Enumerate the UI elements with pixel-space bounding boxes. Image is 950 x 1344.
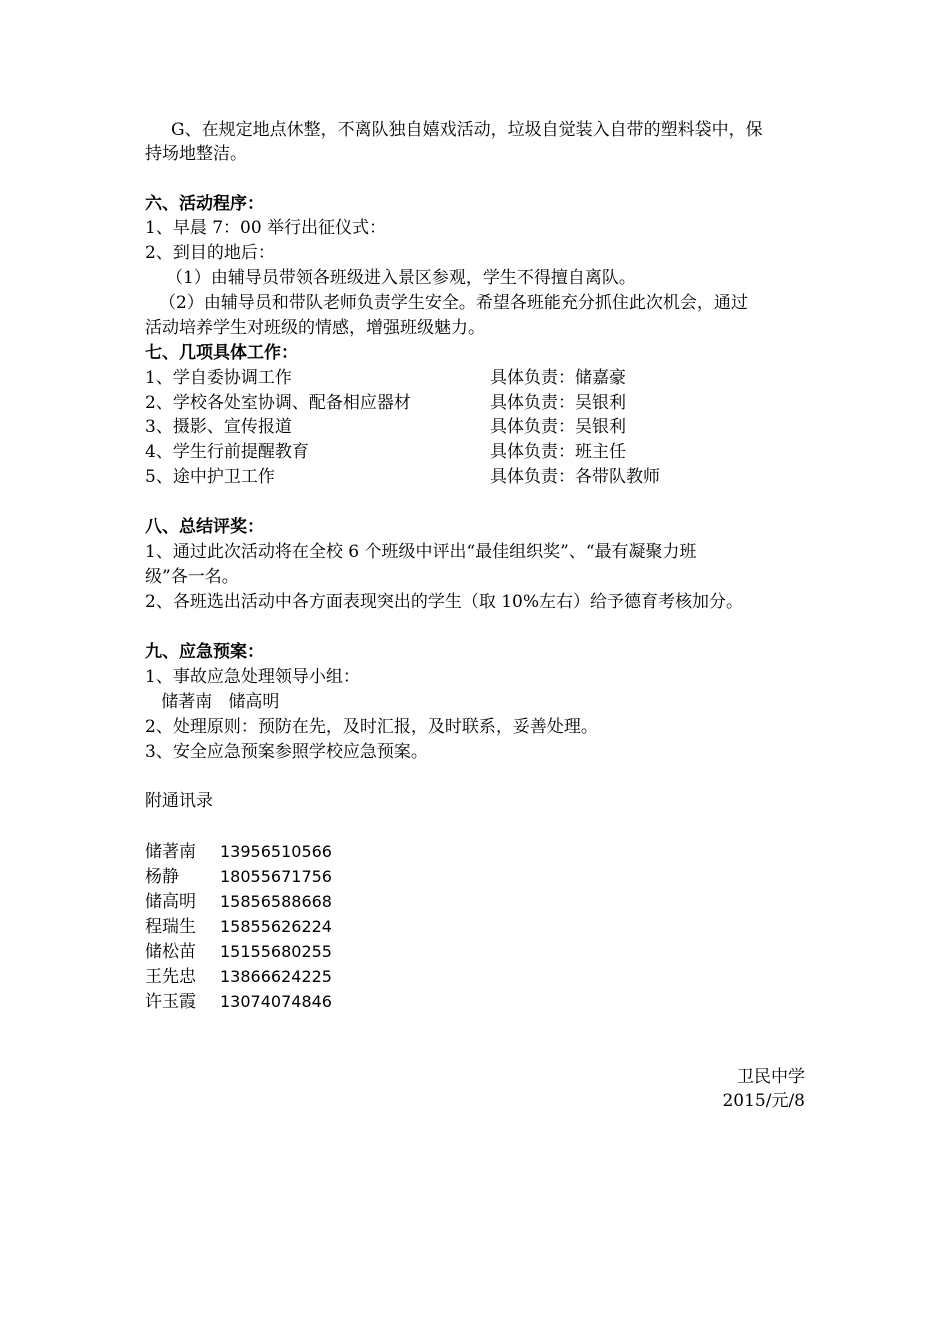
contact-row	[145, 890, 815, 914]
contact-phone: 18055671756	[220, 867, 332, 886]
contact-row	[145, 940, 815, 964]
task-label: 5、途中护卫工作	[145, 467, 275, 487]
section7-title: 七、几项具体工作：	[145, 343, 298, 363]
signature-org: 卫民中学	[737, 1067, 805, 1087]
section6-item: 1、早晨 7：00 举行出征仪式：	[145, 218, 387, 238]
contacts-title: 附通讯录	[145, 791, 213, 811]
contact-row	[145, 990, 815, 1014]
contact-phone: 13866624225	[220, 967, 332, 986]
contact-name: 储著南	[145, 842, 196, 862]
section9-item: 3、安全应急预案参照学校应急预案。	[145, 742, 428, 762]
section9-item: 2、处理原则：预防在先，及时汇报，及时联系，妥善处理。	[145, 717, 598, 737]
contact-row	[145, 965, 815, 989]
section6-item: 2、到目的地后：	[145, 243, 275, 263]
contact-name: 储高明	[145, 892, 196, 912]
section6-item: 活动培养学生对班级的情感，增强班级魅力。	[145, 318, 485, 338]
task-label: 2、学校各处室协调、配备相应器材	[145, 393, 411, 413]
task-row	[145, 415, 815, 439]
section6-item: （1）由辅导员带领各班级进入景区参观，学生不得擅自离队。	[166, 268, 636, 288]
contact-name: 许玉霞	[145, 992, 196, 1012]
task-owner: 具体负责：储嘉豪	[490, 368, 626, 388]
section8-title: 八、总结评奖：	[145, 517, 264, 537]
section9-item: 1、事故应急处理领导小组：	[145, 667, 360, 687]
contact-phone: 13956510566	[220, 842, 332, 861]
task-owner: 具体负责：吴银利	[490, 417, 626, 437]
contact-row	[145, 840, 815, 864]
contact-phone: 15856588668	[220, 892, 332, 911]
task-label: 3、摄影、宣传报道	[145, 417, 292, 437]
contact-row	[145, 915, 815, 939]
task-owner: 具体负责：各带队教师	[490, 467, 660, 487]
task-owner: 具体负责：吴银利	[490, 393, 626, 413]
contact-phone: 15855626224	[220, 917, 332, 936]
section9-title: 九、应急预案：	[145, 642, 264, 662]
contact-name: 王先忠	[145, 967, 196, 987]
section8-item: 1、通过此次活动将在全校 6 个班级中评出“最佳组织奖”、“最有凝聚力班	[145, 542, 697, 562]
task-row	[145, 391, 815, 415]
section6-item: （2）由辅导员和带队老师负责学生安全。希望各班能充分抓住此次机会，通过	[159, 293, 748, 313]
contact-name: 储松苗	[145, 942, 196, 962]
contact-name: 程瑞生	[145, 917, 196, 937]
contact-phone: 15155680255	[220, 942, 332, 961]
contact-row	[145, 865, 815, 889]
section8-item: 级”各一名。	[145, 567, 239, 587]
task-row	[145, 440, 815, 464]
contact-name: 杨静	[145, 867, 179, 887]
intro-line-1: G、在规定地点休整，不离队独自嬉戏活动，垃圾自觉装入自带的塑料袋中，保	[171, 120, 763, 140]
section6-title: 六、活动程序：	[145, 194, 264, 214]
intro-line-2: 持场地整洁。	[145, 144, 247, 164]
section8-item: 2、各班选出活动中各方面表现突出的学生（取 10%左右）给予德育考核加分。	[145, 592, 744, 612]
task-row	[145, 366, 815, 390]
task-label: 4、学生行前提醒教育	[145, 442, 309, 462]
task-row	[145, 465, 815, 489]
task-owner: 具体负责：班主任	[490, 442, 626, 462]
contact-phone: 13074074846	[220, 992, 332, 1011]
signature-date: 2015/元/8	[722, 1091, 805, 1111]
section9-item: 储著南 储高明	[145, 692, 280, 712]
task-label: 1、学自委协调工作	[145, 368, 292, 388]
